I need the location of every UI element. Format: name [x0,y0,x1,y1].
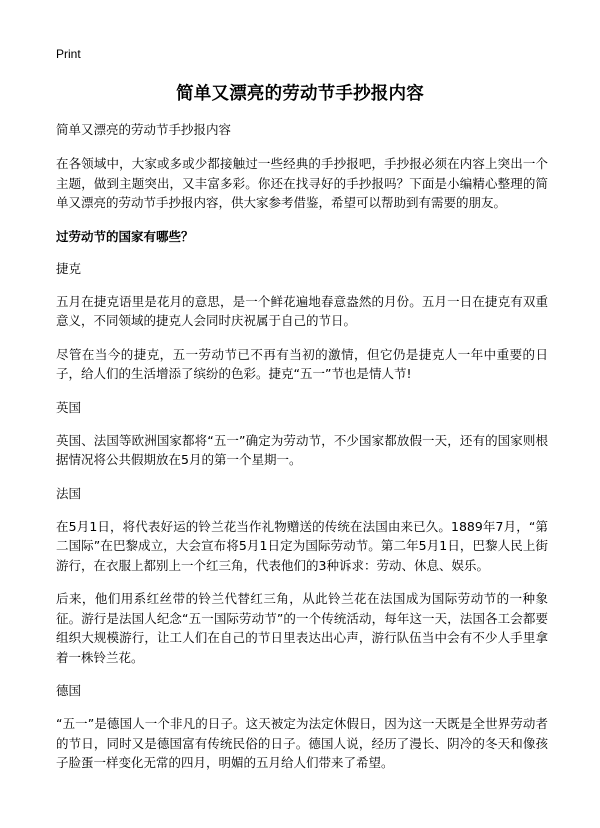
print-link[interactable]: Print [56,47,81,61]
country-heading-czech: 捷克 [56,260,82,276]
germany-paragraph-1: “五一”是德国人一个非凡的日子。这天被定为法定休假日，因为这一天既是全世界劳动者的节日，同时又是德国富有传统民俗的日子。德国人说，经历了漫长、阴冷的冬天和像孩子脸蛋一样变化无常的四月，明媚的五月给人们带来了希望。 [56,716,548,770]
country-heading-france: 法国 [56,485,82,501]
czech-paragraph-2: 尽管在当今的捷克，五一劳动节已不再有当初的激情，但它仍是捷克人一年中重要的日子，给人们的生活增添了缤纷的色彩。捷克“五一”节也是情人节! [56,346,548,381]
section-heading: 过劳动节的国家有哪些？ [56,228,194,244]
france-paragraph-2: 后来，他们用系红丝带的铃兰代替红三角，从此铃兰花在法国成为国际劳动节的一种象征。游行是法国人纪念“五一国际劳动节”的一个传统活动，每年这一天，法国各工会都要组织大规模游行，让工人们在自己的节日里表达出心声，游行队伍当中会有不少人手里拿着一株铃兰花。 [56,591,548,665]
france-paragraph-1: 在5月1日，将代表好运的铃兰花当作礼物赠送的传统在法国由来已久。1889年7月，“第二国际”在巴黎成立，大会宣布将5月1日定为国际劳动节。第二年5月1日，巴黎人民上街游行，在衣服上都别上一个红三角，代表他们的3种诉求：劳动、休息、娱乐。 [56,518,548,573]
country-heading-uk: 英国 [56,399,82,415]
uk-paragraph-1: 英国、法国等欧洲国家都将“五一”确定为劳动节，不少国家都放假一天，还有的国家则根据情况将公共假期放在5月的第一个星期一。 [56,432,548,467]
article-subtitle: 简单又漂亮的劳动节手抄报内容 [56,122,232,137]
country-heading-germany: 德国 [56,683,82,698]
intro-paragraph: 在各领域中，大家或多或少都接触过一些经典的手抄报吧，手抄报必须在内容上突出一个主题，做到主题突出，又丰富多彩。你还在找寻好的手抄报吗？下面是小编精心整理的简单又漂亮的劳动节手抄报内容，供大家参考借鉴，希望可以帮助到有需要的朋友。 [56,156,548,210]
page-title: 简单又漂亮的劳动节手抄报内容 [176,84,424,104]
czech-paragraph-1: 五月在捷克语里是花月的意思，是一个鲜花遍地春意盎然的月份。五月一日在捷克有双重意义，不同领域的捷克人会同时庆祝属于自己的节日。 [56,293,548,328]
article-body [56,120,548,787]
